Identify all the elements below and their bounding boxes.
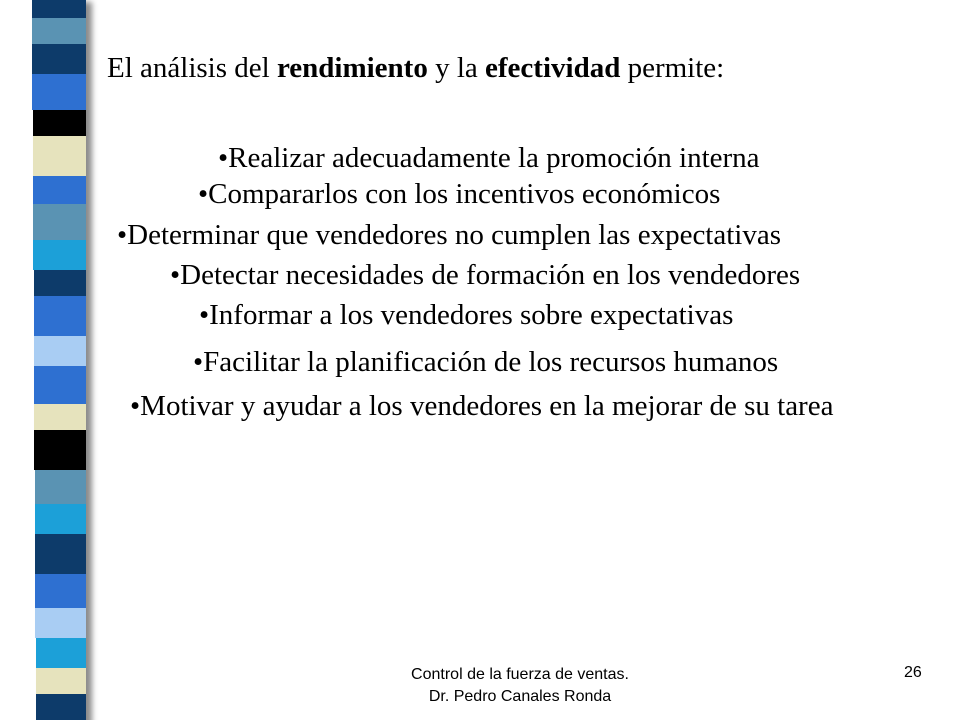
stripe-block (32, 0, 86, 18)
stripe-block (34, 336, 86, 366)
stripe-block (34, 366, 86, 404)
stripe-block (35, 608, 86, 638)
slide-footer (360, 664, 680, 708)
bullet-motivar-ayudar: •Motivar y ayudar a los vendedores en la mejorar de su tarea (130, 390, 834, 422)
stripe-block (33, 136, 86, 176)
stripe-block (34, 270, 86, 296)
stripe-block (32, 44, 86, 74)
stripe-block (36, 638, 86, 668)
stripe-block (35, 504, 86, 534)
bullet-determinar-vendedores: •Determinar que vendedores no cumplen las expectativas (117, 219, 782, 251)
slide-title: El análisis del rendimiento y la efectividad permite: (107, 52, 725, 84)
stripe-block (32, 18, 86, 44)
stripe-block (35, 574, 86, 608)
stripe-block (33, 240, 86, 270)
stripe-block (33, 204, 86, 240)
stripe-block (34, 296, 86, 336)
decorative-stripe-band (0, 0, 110, 720)
stripe-block (33, 110, 86, 136)
bullet-necesidades-formacion: •Detectar necesidades de formación en los vendedores (170, 259, 801, 291)
title-keyword-rendimiento: rendimiento (276, 52, 428, 84)
stripe-block (35, 534, 86, 574)
footer-course-title: Control de la fuerza de ventas. (411, 666, 629, 683)
stripe-block (35, 470, 86, 504)
stripe-block (32, 74, 86, 110)
stripe-block (34, 430, 86, 470)
bullet-informar-vendedores: •Informar a los vendedores sobre expectativas (199, 299, 734, 331)
bullet-promocion-interna: •Realizar adecuadamente la promoción interna (218, 142, 760, 174)
bullet-planificacion-recursos: •Facilitar la planificación de los recursos humanos (193, 346, 779, 378)
stripe-block (33, 176, 86, 204)
footer-author: Dr. Pedro Canales Ronda (428, 688, 612, 705)
stripe-block (34, 404, 86, 430)
bullet-incentivos-economicos: •Compararlos con los incentivos económicos (198, 178, 721, 210)
title-keyword-efectividad: efectividad (485, 52, 621, 84)
page-number: 26 (904, 664, 922, 681)
stripe-block (36, 694, 86, 720)
stripe-block (36, 668, 86, 694)
